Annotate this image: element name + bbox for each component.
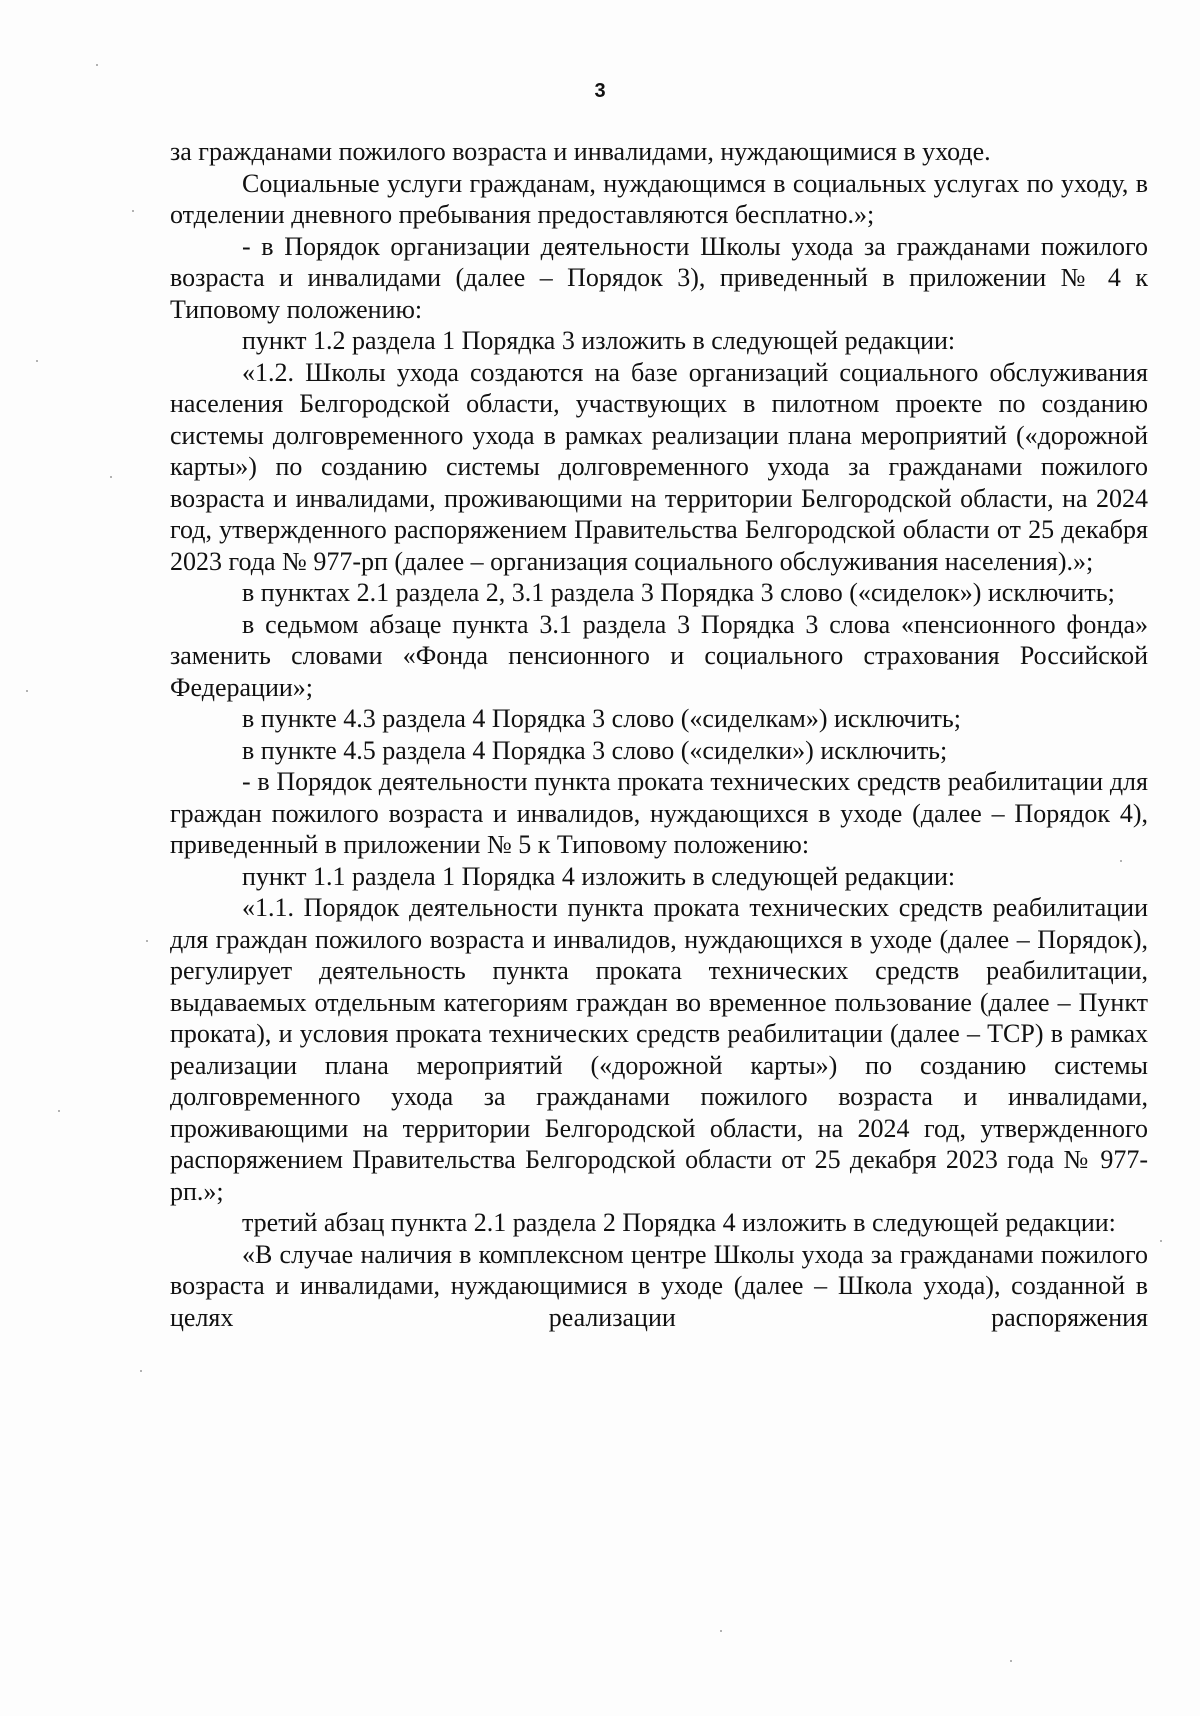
scan-speck bbox=[720, 1630, 722, 1632]
scan-speck bbox=[58, 1110, 60, 1112]
scan-speck bbox=[26, 690, 28, 692]
scan-speck bbox=[146, 940, 148, 942]
scan-speck bbox=[36, 360, 38, 362]
page-number: 3 bbox=[594, 80, 606, 102]
paragraph: «1.2. Школы ухода создаются на базе организаций социального обслуживания населения Белгородской области, участвующих в пилотном проекте по созданию системы долговременного ухода в рамках реализации плана мероприятий («дорожной карты») по созданию системы долговременного ухода за гражданами пожилого возраста и инвалидами, проживающими на территории Белгородской области, на 2024 год, утвержденного распоряжением Правительства Белгородской области от 25 декабря 2023 года № 977-рп (далее – организация социального обслуживания населения).»; bbox=[170, 357, 1148, 576]
scan-speck bbox=[1010, 1660, 1012, 1662]
paragraph: в пунктах 2.1 раздела 2, 3.1 раздела 3 Порядка 3 слово («сиделок») исключить; bbox=[242, 578, 1115, 607]
paragraph: в пункте 4.5 раздела 4 Порядка 3 слово («сиделки») исключить; bbox=[242, 735, 948, 765]
paragraph: - в Порядок деятельности пункта проката технических средств реабилитации для граждан пожилого возраста и инвалидов, нуждающихся в уходе (далее – Порядок 4), приведенный в приложении № 5 к Типовому положению: bbox=[170, 767, 1148, 859]
paragraph: пункт 1.2 раздела 1 Порядка 3 изложить в следующей редакции: bbox=[242, 326, 956, 355]
paragraph: «1.1. Порядок деятельности пункта проката технических средств реабилитации для граждан пожилого возраста и инвалидов, нуждающихся в уходе (далее – Порядок), регулирует деятельность пункта проката технических средств реабилитации, выдаваемых отдельным категориям граждан во временное пользование (далее – Пункт проката), и условия проката технических средств реабилитации (далее – ТСР) в рамках реализации плана мероприятий («дорожной карты») по созданию системы долговременного ухода за гражданами пожилого возраста и инвалидами, проживающими на территории Белгородской области, на 2024 год, утвержденного распоряжением Правительства Белгородской области от 25 декабря 2023 года № 977-рп.»; bbox=[170, 893, 1148, 1206]
paragraph: пункт 1.1 раздела 1 Порядка 4 изложить в следующей редакции: bbox=[242, 861, 956, 891]
paragraph: «В случае наличия в комплексном центре Школы ухода за гражданами пожилого возраста и инвалидами, нуждающимися в уходе (далее – Школа ухода), созданной в целях реализации распоряжения bbox=[170, 1239, 1148, 1332]
paragraph: за гражданами пожилого возраста и инвалидами, нуждающимися в уходе. bbox=[170, 137, 991, 166]
paragraph: Социальные услуги гражданам, нуждающимся в социальных услугах по уходу, в отделении дневного пребывания предоставляются бесплатно.»; bbox=[170, 168, 1148, 229]
paragraph: - в Порядок организации деятельности Школы ухода за гражданами пожилого возраста и инвалидами (далее – Порядок 3), приведенный в приложении № 4 к Типовому положению: bbox=[170, 231, 1148, 324]
scan-speck bbox=[110, 476, 112, 478]
scan-speck bbox=[140, 1370, 142, 1372]
scan-speck bbox=[96, 64, 98, 66]
scan-speck bbox=[1120, 860, 1122, 862]
paragraph: в седьмом абзаце пункта 3.1 раздела 3 Порядка 3 слова «пенсионного фонда» заменить словами «Фонда пенсионного и социального страхования Российской Федерации»; bbox=[170, 609, 1148, 702]
document-body bbox=[170, 136, 1148, 1333]
paragraph: третий абзац пункта 2.1 раздела 2 Порядка 4 изложить в следующей редакции: bbox=[242, 1208, 1116, 1237]
paragraph: в пункте 4.3 раздела 4 Порядка 3 слово («сиделкам») исключить; bbox=[242, 704, 961, 733]
scan-speck bbox=[132, 210, 134, 212]
scan-speck bbox=[1160, 1240, 1162, 1242]
